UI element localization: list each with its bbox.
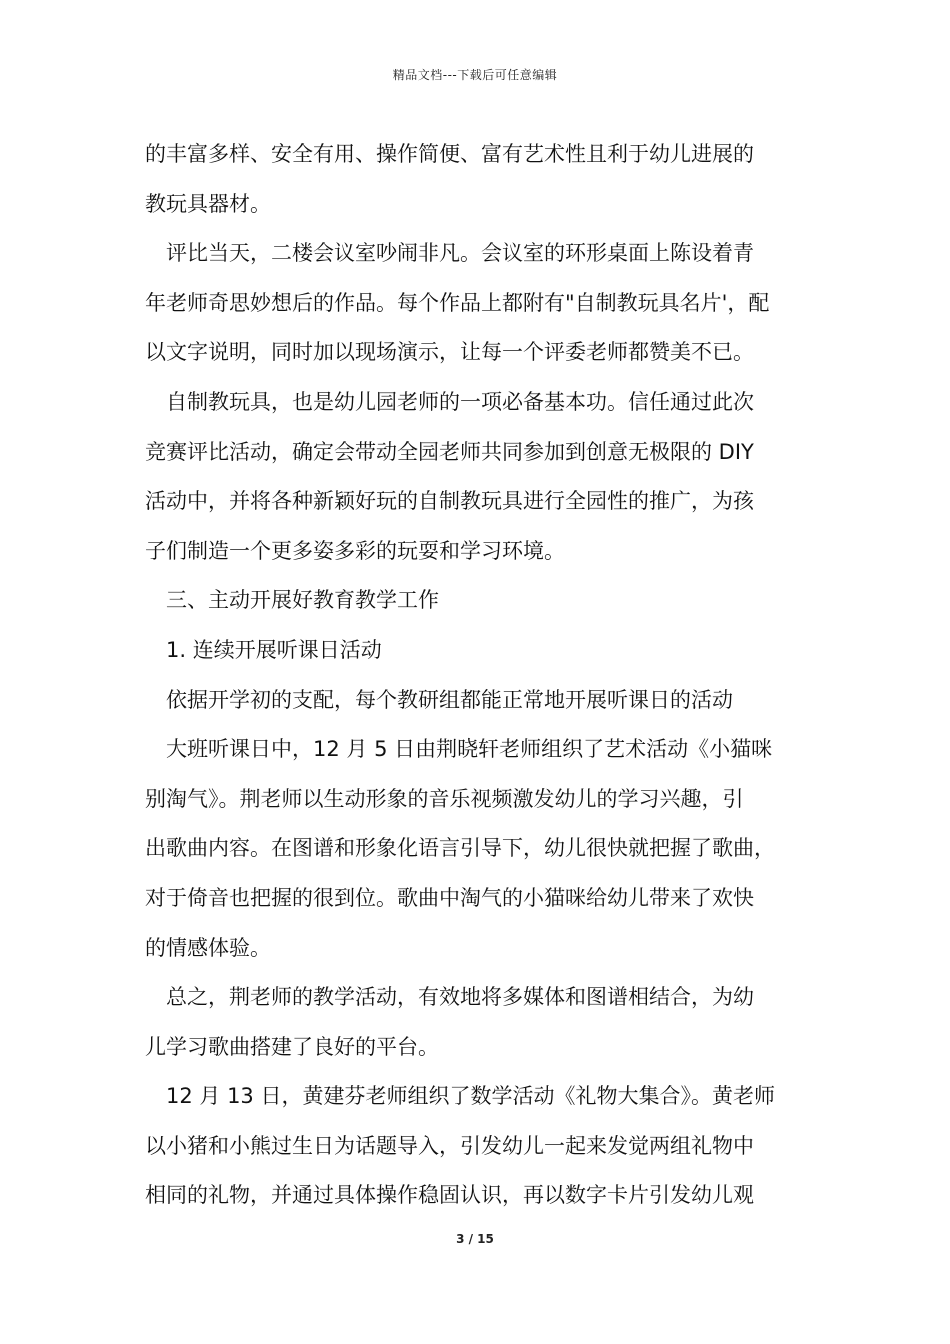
paragraph-line: 的丰富多样、安全有用、操作简便、富有艺术性且利于幼儿进展的 [145, 142, 754, 166]
paragraph-line: 别淘气》。荆老师以生动形象的音乐视频激发幼儿的学习兴趣，引 [145, 786, 744, 811]
paragraph-line: 子们制造一个更多姿多彩的玩耍和学习环境。 [145, 538, 565, 563]
paragraph-line: 相同的礼物，并通过具体操作稳固认识，再以数字卡片引发幼儿观 [145, 1183, 754, 1208]
page-header: 精品文档---下载后可任意编辑 [392, 68, 558, 82]
paragraph-line: 儿学习歌曲搭建了良好的平台。 [145, 1034, 439, 1059]
paragraph-line: 评比当天，二楼会议室吵闹非凡。会议室的环形桌面上陈设着青 [166, 241, 754, 266]
paragraph-line: 以文字说明，同时加以现场演示，让每一个评委老师都赞美不已。 [145, 340, 754, 365]
paragraph-line: 12 月 13 日，黄建芬老师组织了数学活动《礼物大集合》。黄老师 [166, 1084, 775, 1109]
paragraph-line: 依据开学初的支配，每个教研组都能正常地开展听课日的活动 [166, 687, 733, 712]
section-heading: 三、主动开展好教育教学工作 [166, 588, 439, 613]
paragraph-line: 竞赛评比活动，确定会带动全园老师共同参加到创意无极限的 DIY [145, 439, 754, 464]
paragraph-line: 的情感体验。 [145, 935, 271, 960]
paragraph-line: 对于倚音也把握的很到位。歌曲中淘气的小猫咪给幼儿带来了欢快 [145, 885, 754, 910]
page-number: 3 / 15 [456, 1232, 494, 1246]
paragraph-line: 教玩具器材。 [145, 191, 271, 216]
paragraph-line: 大班听课日中，12 月 5 日由荆晓轩老师组织了艺术活动《小猫咪 [166, 737, 773, 762]
paragraph-line: 以小猪和小熊过生日为话题导入，引发幼儿一起来发觉两组礼物中 [145, 1133, 754, 1158]
paragraph-line: 活动中，并将各种新颖好玩的自制教玩具进行全园性的推广，为孩 [145, 489, 754, 514]
document-body [145, 130, 817, 1221]
paragraph-line: 自制教玩具，也是幼儿园老师的一项必备基本功。信任通过此次 [166, 389, 754, 414]
paragraph-line: 总之，荆老师的教学活动，有效地将多媒体和图谱相结合，为幼 [166, 985, 754, 1010]
subsection-heading: 1. 连续开展听课日活动 [166, 637, 382, 662]
paragraph-line: 年老师奇思妙想后的作品。每个作品上都附有"自制教玩具名片'，配 [145, 290, 770, 315]
paragraph-line: 出歌曲内容。在图谱和形象化语言引导下，幼儿很快就把握了歌曲， [145, 836, 775, 861]
